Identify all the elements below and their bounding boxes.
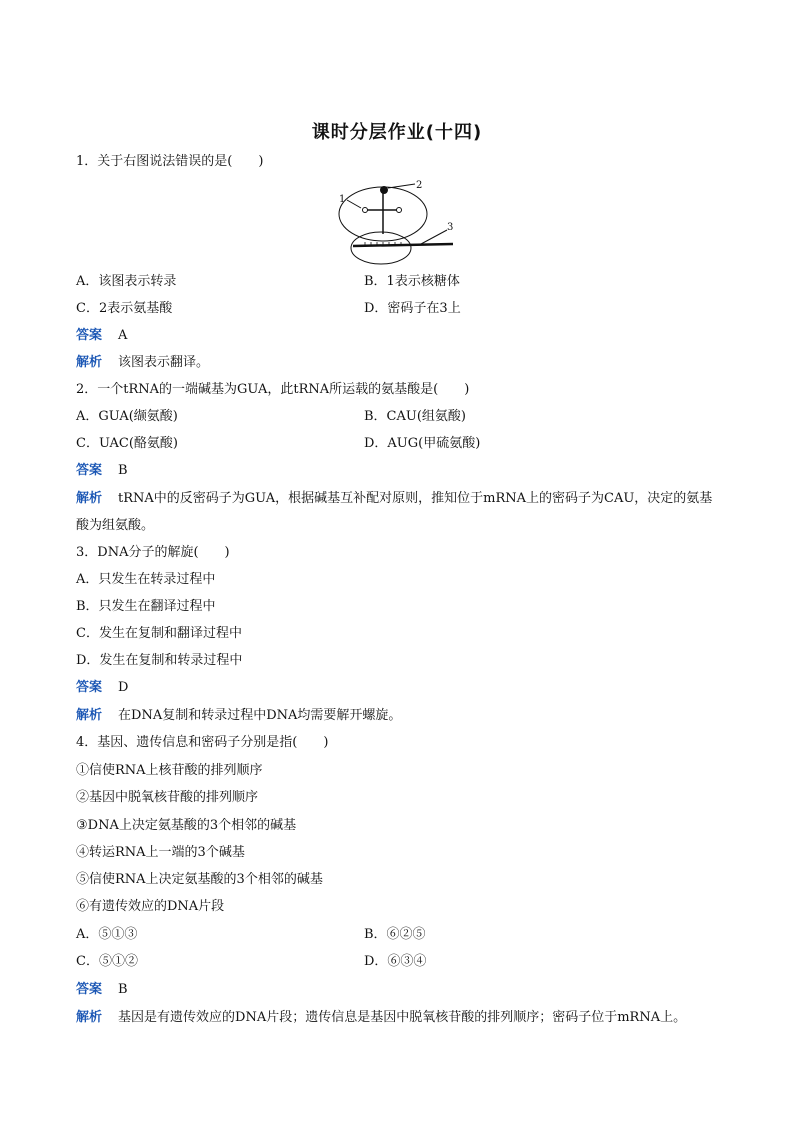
ribosome-small-subunit — [351, 232, 411, 264]
q2-option-d: D．AUG(甲硫氨酸) — [364, 436, 481, 451]
q1-explanation — [76, 355, 209, 371]
q4-item-4: ④转运RNA上一端的3个碱基 — [76, 845, 245, 860]
q4-item-2: ②基因中脱氧核苷酸的排列顺序 — [76, 790, 259, 805]
q2-option-b: B．CAU(组氨酸) — [364, 409, 466, 424]
q2-explanation — [76, 485, 720, 539]
q3-explanation — [76, 708, 401, 724]
q4-item-1: ①信使RNA上核苷酸的排列顺序 — [76, 763, 263, 778]
q4-item-3: ③DNA上决定氨基酸的3个相邻的碱基 — [76, 818, 297, 833]
answer-label: 答案 — [76, 463, 103, 478]
diagram-label-3: 3 — [447, 222, 454, 233]
q4-answer — [76, 982, 128, 998]
answer-label: 答案 — [76, 982, 103, 997]
q4-explanation — [76, 1010, 686, 1026]
diagram-label-1: 1 — [339, 194, 346, 205]
q4-option-b: B．⑥②⑤ — [364, 927, 426, 942]
q2-option-a: A．GUA(缬氨酸) — [76, 409, 178, 424]
q4-item-5: ⑤信使RNA上决定氨基酸的3个相邻的碱基 — [76, 872, 323, 887]
explanation-text: 在DNA复制和转录过程中DNA均需要解开螺旋。 — [118, 708, 402, 723]
translation-diagram — [335, 176, 465, 272]
q4-option-d: D．⑥③④ — [364, 954, 427, 969]
q3-option-a: A．只发生在转录过程中 — [76, 572, 216, 587]
q4-stem: 4．基因、遗传信息和密码子分别是指( ) — [76, 735, 329, 750]
answer-value: A — [118, 328, 128, 343]
diagram-label-2: 2 — [416, 180, 423, 191]
q1-option-a: A．该图表示转录 — [76, 274, 177, 289]
page-title: 课时分层作业(十四) — [311, 122, 483, 143]
q3-option-b: B．只发生在翻译过程中 — [76, 599, 216, 614]
answer-value: B — [118, 463, 128, 478]
answer-label: 答案 — [76, 328, 103, 343]
q4-option-c: C．⑤①② — [76, 954, 138, 969]
q2-answer — [76, 463, 128, 479]
q4-option-a: A．⑤①③ — [76, 927, 138, 942]
q2-stem: 2．一个tRNA的一端碱基为GUA，此tRNA所运载的氨基酸是( ) — [76, 382, 470, 397]
explanation-label: 解析 — [76, 708, 103, 723]
q1-stem: 1．关于右图说法错误的是( ) — [76, 154, 264, 169]
answer-label: 答案 — [76, 680, 103, 695]
answer-value: B — [118, 982, 128, 997]
explanation-text: tRNA中的反密码子为GUA，根据碱基互补配对原则，推知位于mRNA上的密码子为CAU，决定的氨基酸为组氨酸。 — [76, 491, 713, 533]
q3-option-d: D．发生在复制和转录过程中 — [76, 653, 243, 668]
answer-value: D — [118, 680, 129, 695]
explanation-text: 该图表示翻译。 — [118, 355, 210, 370]
explanation-label: 解析 — [76, 1010, 103, 1025]
mrna-strand — [353, 244, 453, 246]
explanation-label: 解析 — [76, 355, 103, 370]
q1-option-b: B．1表示核糖体 — [364, 274, 460, 289]
amino-acid-dot — [380, 186, 388, 194]
q1-answer — [76, 328, 127, 344]
q1-option-d: D．密码子在3上 — [364, 301, 461, 316]
q2-option-c: C．UAC(酪氨酸) — [76, 436, 178, 451]
q4-item-6: ⑥有遗传效应的DNA片段 — [76, 899, 225, 914]
q3-option-c: C．发生在复制和翻译过程中 — [76, 626, 242, 641]
explanation-text: 基因是有遗传效应的DNA片段；遗传信息是基因中脱氧核苷酸的排列顺序；密码子位于mRNA上。 — [118, 1010, 687, 1025]
explanation-label: 解析 — [76, 491, 103, 506]
q3-stem: 3．DNA分子的解旋( ) — [76, 545, 230, 560]
q3-answer — [76, 680, 128, 696]
q1-option-c: C．2表示氨基酸 — [76, 301, 173, 316]
